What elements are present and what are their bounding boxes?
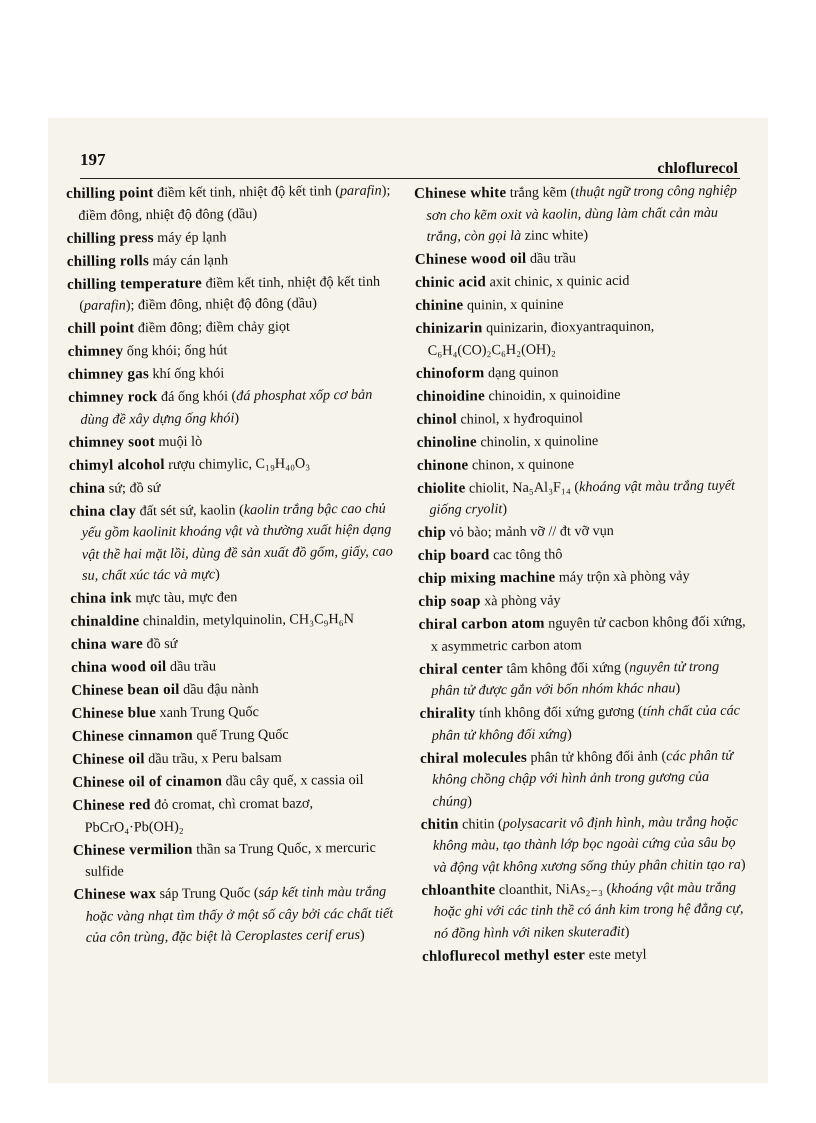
dictionary-entry [418,566,746,591]
entry-term: Chinese oil of cinamon [72,773,223,791]
entry-term: chiral molecules [419,749,528,767]
entry-term: chimney [67,343,124,360]
dictionary-entry [416,406,744,431]
entry-term: Chinese wax [73,886,157,903]
dictionary-entry [69,498,400,587]
dictionary-entry [72,793,402,839]
entry-term: chip [417,524,447,541]
dictionary-entry [68,385,398,431]
entry-definition: chiolit, Na₅Al₃F₁₄ ( [465,478,580,496]
dictionary-entry [72,747,402,772]
entry-definition: sáp Trung Quốc ( [155,885,259,903]
entry-definition-tail: ) [467,792,472,809]
entry-term: chilling rolls [66,252,150,270]
dictionary-entry [416,360,744,385]
entry-definition: điềm kết tinh, nhiệt độ kết tinh ( [79,273,381,314]
entry-definition-tail: ) [624,923,630,940]
entry-term: china [69,480,106,497]
entry-definition: đất sét sứ, kaolin ( [135,501,244,519]
entry-term: Chinese cinnamon [71,727,194,745]
entry-definition-tail: ) [234,409,240,426]
entry-note: đá phosphat xốp cơ bản dùng đề xây dựng ống khói [80,386,373,428]
page-number: 197 [80,150,106,169]
dictionary-entry [417,429,745,454]
entry-definition: xanh Trung Quốc [155,704,259,722]
entry-definition: muội lò [154,433,203,450]
entry-term: chinol [416,411,457,428]
entry-term: chloanthite [421,881,496,899]
entry-note: kaolin trắng bậc cao chủ yếu gồm kaolinit khoáng vật và thường xuất hiện dạng vật thề hai mặt lồi, dùng đề sản xuất đồ gốm, giấy, cao su, chất xúc tác và mực [81,500,393,584]
entry-term: Chinese oil [71,751,145,768]
dictionary-entry [417,475,745,521]
entry-definition-tail: ); điềm đông, nhiệt độ đông (dầu) [78,182,391,224]
entry-term: chiolite [417,479,466,497]
entry-term: Chinese bean oil [71,681,180,699]
entry-term: Chinese blue [71,705,157,722]
running-head: chloflurecol [657,160,738,177]
dictionary-entry [418,543,746,568]
entry-note: khoáng vật màu trắng hoặc ghi với các tinh thề có ánh kim trong hệ đẳng cự, nó đồng hình với niken skuterađit [433,879,744,942]
entry-definition: dầu đậu nành [179,681,259,698]
entry-definition: khí ống khói [148,365,225,383]
entry-definition: chinaldin, metylquinolin, CH₃C₉H₆N [139,611,354,630]
entry-term: chinizarin [415,320,483,337]
entry-term: chilling press [66,229,154,247]
entry-definition: máy ép lạnh [153,228,227,246]
entry-definition: đỏ cromat, chì cromat bazơ, PbCrO₄·Pb(OH)₂ [84,795,314,836]
page-header [80,150,738,178]
dictionary-entry [415,293,743,318]
entry-term: Chinese vermilion [72,841,193,859]
entry-definition: điềm kết tinh, nhiệt độ kết tinh ( [153,183,340,202]
entry-note: tính chất của các phân tử không đối xứng [431,702,741,744]
entry-definition: trắng kẽm ( [506,184,576,202]
dictionary-entry [419,656,747,702]
dictionary-entry [67,248,397,273]
entry-term: chimney gas [67,366,150,383]
entry-term: chill point [67,320,135,337]
entry-definition: tâm không đối xứng ( [502,659,630,677]
entry-definition: quinizarin, đioxyantraquinon, C₆H₄(CO)₂C₆H₂(OH)₂ [427,318,655,359]
dictionary-entry [71,678,401,703]
entry-term: Chinese white [414,185,507,202]
entry-definition: tính không đối xứng gương ( [475,703,643,722]
entry-term: chinoline [416,433,477,451]
dictionary-entry [418,589,746,614]
entry-term: chilling point [66,185,154,202]
dictionary-entry [71,701,401,726]
entry-definition-tail: zinc white) [521,227,589,244]
entry-term: Chinese red [72,797,151,814]
entry-term: chitin [420,816,459,833]
dictionary-entry [69,452,399,477]
entry-note: nguyên tử trong phân tử được gắn với bốn nhóm khác nhau [431,658,720,699]
dictionary-entry [70,609,400,634]
header-rule [80,178,740,179]
dictionary-entry [421,811,750,879]
entry-definition: quinin, x quinine [463,296,564,314]
dictionary-entry [67,316,397,341]
entry-term: chip mixing machine [418,569,556,587]
entry-definition-tail: ) [566,725,572,742]
dictionary-entry [419,701,747,747]
entry-definition-tail: ); điềm đông, nhiệt độ đông (dầu) [125,295,317,314]
entry-note: khoáng vật màu trắng tuyết giống cryolit [429,477,736,518]
dictionary-entry [71,632,401,657]
entry-definition: dầu cây quế, x cassia oil [222,771,364,790]
entry-definition-tail: ) [740,856,746,873]
entry-definition: xà phòng vảy [480,592,561,610]
entry-definition: quế Trung Quốc [192,726,289,744]
dictionary-entry [422,943,750,968]
entry-term: china clay [69,502,137,520]
entry-term: chiral carbon atom [418,615,545,633]
entry-definition-tail: ) [675,680,681,697]
left-column [66,181,404,951]
entry-note: sáp kết tinh màu trắng hoặc vàng nhạt tìm thấy ở một số cây bởi các chất tiết của côn trùng, đặc biệt là Ceroplastes cerif erus [85,883,394,946]
entry-note: parafin [339,182,382,200]
dictionary-entry [71,655,401,680]
entry-term: chimyl alcohol [68,456,165,474]
dictionary-entry [415,247,743,272]
entry-term: chip board [417,547,490,564]
entry-term: Chinese wood oil [414,250,527,268]
right-column [414,181,750,970]
entry-definition: máy cán lạnh [148,251,229,269]
dictionary-entry [67,271,397,317]
entry-term: chinic acid [414,274,487,291]
entry-definition: điềm đông; điềm chảy giọt [134,318,291,337]
entry-definition: chinolin, x quinoline [476,432,599,450]
entry-term: chinoidine [416,387,485,405]
entry-note: parafin [83,297,126,314]
entry-definition: đồ sứ [142,635,178,653]
entry-definition: chinon, x quinone [468,455,575,473]
dictionary-entry [419,612,747,658]
entry-definition: dạng quinon [484,363,559,381]
entry-definition: phân tử không đối ảnh ( [526,747,667,766]
entry-definition: axit chinic, x quinic acid [485,272,630,291]
entry-definition: dầu trầu [526,250,577,267]
entry-definition-tail: ) [359,926,365,943]
dictionary-entry [68,362,398,387]
dictionary-entry [415,316,743,362]
entry-definition: cac tông thô [489,546,563,564]
dictionary-entry [69,475,399,500]
entry-definition: máy trộn xà phòng vảy [555,568,690,586]
dictionary-entry [73,882,404,950]
entry-term: china ware [70,636,144,653]
entry-definition: rượu chimylic, C₁₉H₄₀O₃ [164,454,311,473]
entry-term: chiral center [419,660,503,678]
dictionary-entry [417,452,745,477]
entry-definition: chitin ( [458,815,503,833]
entry-definition: vỏ bào; mảnh vỡ // đt vỡ vụn [445,522,614,541]
entry-term: chinaldine [70,613,140,630]
entry-definition-tail: ) [502,501,508,518]
entry-note: các phân tử không chồng chập với hình ảnh trong gương của chúng [432,747,734,810]
dictionary-entry [69,429,399,454]
entry-definition: dầu trầu, x Peru balsam [144,749,282,768]
dictionary-entry [72,724,402,749]
dictionary-entry [414,181,743,249]
entry-definition: cloanthit, NiAs₂₋₃ ( [495,880,612,898]
dictionary-entry [418,520,746,545]
entry-definition-tail: ) [215,566,220,583]
entry-definition: mực tàu, mực đen [131,589,238,607]
entry-term: china ink [70,590,132,607]
entry-term: china wood oil [70,658,167,676]
entry-definition: nguyên tử cacbon không đối xứng, x asymmetric carbon atom [430,613,746,655]
dictionary-entry [66,181,396,227]
entry-definition: dầu trầu [166,658,217,675]
dictionary-entry [72,770,402,795]
entry-definition: thần sa Trung Quốc, x mercuric sulfide [85,839,376,880]
entry-term: chinone [416,456,469,474]
entry-definition: đá ống khói ( [157,388,237,406]
entry-definition: ống khói; ống hút [123,342,228,360]
dictionary-entry [66,225,396,250]
entry-term: chirality [419,705,476,722]
entry-term: chip soap [418,593,481,610]
entry-definition: este metyl [585,946,647,963]
dictionary-entry [421,877,750,945]
entry-term: chimney rock [68,389,158,406]
entry-note: polysacarit vô định hình, màu trắng hoặc không màu, tạo thành lớp bọc ngoài cứng của sâu bọ và động vật không xương sống thủy phân chitin tạo ra [432,813,741,876]
entry-definition: chinol, x hyđroquinol [456,409,584,428]
entry-term: chloflurecol methyl ester [422,946,586,965]
dictionary-entry [420,745,749,813]
entry-note: thuật ngữ trong công nghiệp sơn cho kẽm oxit và kaolin, dùng làm chất cản màu trắng, còn gọi là [426,182,737,245]
entry-definition: sứ; đồ sứ [105,479,161,497]
entry-term: chinine [415,297,464,314]
dictionary-entry [415,270,743,295]
entry-definition: chinoidin, x quinoidine [484,386,621,404]
dictionary-entry [73,837,403,883]
dictionary-entry [68,339,398,364]
entry-term: chinoform [415,364,485,382]
entry-term: chimney soot [68,433,155,451]
dictionary-entry [416,383,744,408]
dictionary-entry [70,586,400,611]
entry-term: chilling temperature [66,275,203,293]
